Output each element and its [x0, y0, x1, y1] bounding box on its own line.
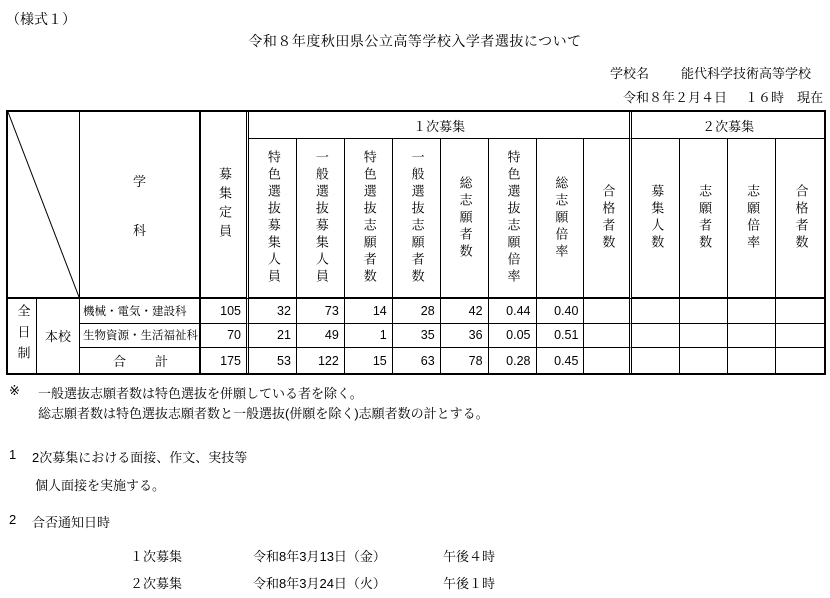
- section2-number: 2: [9, 512, 17, 527]
- cell-value: 122: [297, 348, 345, 373]
- cell-value: 1: [345, 324, 393, 349]
- cell-value: 21: [249, 324, 297, 349]
- header-so-shigansha: 総志願者数: [441, 139, 489, 299]
- cell-value: 36: [441, 324, 489, 349]
- schedule-time-2: 午後１時: [443, 576, 496, 591]
- cell-value: [728, 299, 776, 324]
- cell-value: [680, 324, 728, 349]
- cell-value: [680, 348, 728, 373]
- cell-value: [728, 324, 776, 349]
- selection-results-table: [6, 110, 826, 375]
- section1-heading: 2次募集における面接、作文、実技等: [32, 450, 248, 465]
- cell-capacity: 105: [201, 299, 249, 324]
- page-title: 令和８年度秋田県公立高等学校入学者選抜について: [248, 33, 582, 49]
- row-group-system: 全日制: [8, 299, 37, 373]
- note-line-2: 総志願者数は特色選抜志願者数と一般選抜(併願を除く)志願者数の計とする。: [38, 406, 489, 421]
- section2-heading: 合否通知日時: [32, 515, 111, 530]
- cell-value: [728, 348, 776, 373]
- cell-value: 0.28: [489, 348, 537, 373]
- header-ippan-shigansha: 一般選抜志願者数: [393, 139, 441, 299]
- cell-value: [584, 299, 632, 324]
- header-so-bairitsu: 総志願倍率: [537, 139, 585, 299]
- header-gokakusha-first: 合格者数: [584, 139, 632, 299]
- diagonal-line: [8, 112, 79, 297]
- form-label: （様式１）: [6, 11, 76, 27]
- cell-value: 32: [249, 299, 297, 324]
- cell-capacity: 175: [201, 348, 249, 373]
- cell-value: 63: [393, 348, 441, 373]
- school-name-value: 能代科学技術高等学校: [681, 66, 812, 81]
- header-tokushoku-shigansha: 特色選抜志願者数: [345, 139, 393, 299]
- header-tokushoku-bairitsu: 特色選抜志願倍率: [489, 139, 537, 299]
- cell-value: 78: [441, 348, 489, 373]
- cell-value: [584, 324, 632, 349]
- row-group-campus: 本校: [37, 299, 80, 373]
- cell-value: 14: [345, 299, 393, 324]
- header-subject: [80, 112, 201, 299]
- document-date: 令和８年２月４日: [623, 90, 728, 105]
- cell-value: 0.40: [537, 299, 585, 324]
- cell-value: [776, 348, 824, 373]
- header-bairitsu-second: 志願倍率: [728, 139, 776, 299]
- schedule-date-2: 令和8年3月24日（火）: [253, 576, 386, 591]
- note-marker: ※: [9, 383, 20, 398]
- cell-value: 35: [393, 324, 441, 349]
- cell-value: [632, 324, 680, 349]
- table-row-department: 機械・電気・建設科: [80, 299, 201, 324]
- subject-char-bottom: 科: [132, 222, 146, 238]
- cell-value: 28: [393, 299, 441, 324]
- schedule-time-1: 午後４時: [443, 549, 496, 564]
- header-capacity: 募集定員: [201, 112, 249, 299]
- school-name-label: 学校名: [610, 66, 650, 81]
- cell-value: 42: [441, 299, 489, 324]
- cell-value: [776, 299, 824, 324]
- cell-value: [632, 348, 680, 373]
- cell-value: 0.05: [489, 324, 537, 349]
- header-tokushoku-boshu-jinin: 特色選抜募集人員: [249, 139, 297, 299]
- cell-capacity: 70: [201, 324, 249, 349]
- schedule-round-1: １次募集: [130, 549, 183, 564]
- header-shigansha-second: 志願者数: [680, 139, 728, 299]
- section1-body: 個人面接を実施する。: [35, 478, 166, 493]
- cell-value: 0.45: [537, 348, 585, 373]
- cell-value: 0.51: [537, 324, 585, 349]
- header-gokakusha-second: 合格者数: [776, 139, 824, 299]
- schedule-date-1: 令和8年3月13日（金）: [253, 549, 386, 564]
- diagonal-corner-cell: [8, 112, 80, 299]
- subject-char-top: 学: [132, 173, 146, 189]
- header-band-second-round: ２次募集: [632, 112, 824, 139]
- cell-value: 49: [297, 324, 345, 349]
- table-row-department: 生物資源・生活福祉科: [80, 324, 201, 349]
- header-boshu-ninzu-second: 募集人数: [632, 139, 680, 299]
- header-band-first-round: １次募集: [249, 112, 632, 139]
- section1-number: 1: [9, 447, 17, 462]
- table-row-total-label: 合 計: [80, 348, 201, 373]
- cell-value: [584, 348, 632, 373]
- header-ippan-boshu-jinin: 一般選抜募集人員: [297, 139, 345, 299]
- cell-value: 73: [297, 299, 345, 324]
- note-line-1: 一般選抜志願者数は特色選抜を併願している者を除く。: [38, 386, 363, 401]
- cell-value: [680, 299, 728, 324]
- cell-value: 0.44: [489, 299, 537, 324]
- document-time: １６時 現在: [745, 90, 824, 105]
- cell-value: 15: [345, 348, 393, 373]
- cell-value: [776, 324, 824, 349]
- cell-value: [632, 299, 680, 324]
- cell-value: 53: [249, 348, 297, 373]
- schedule-round-2: ２次募集: [130, 576, 183, 591]
